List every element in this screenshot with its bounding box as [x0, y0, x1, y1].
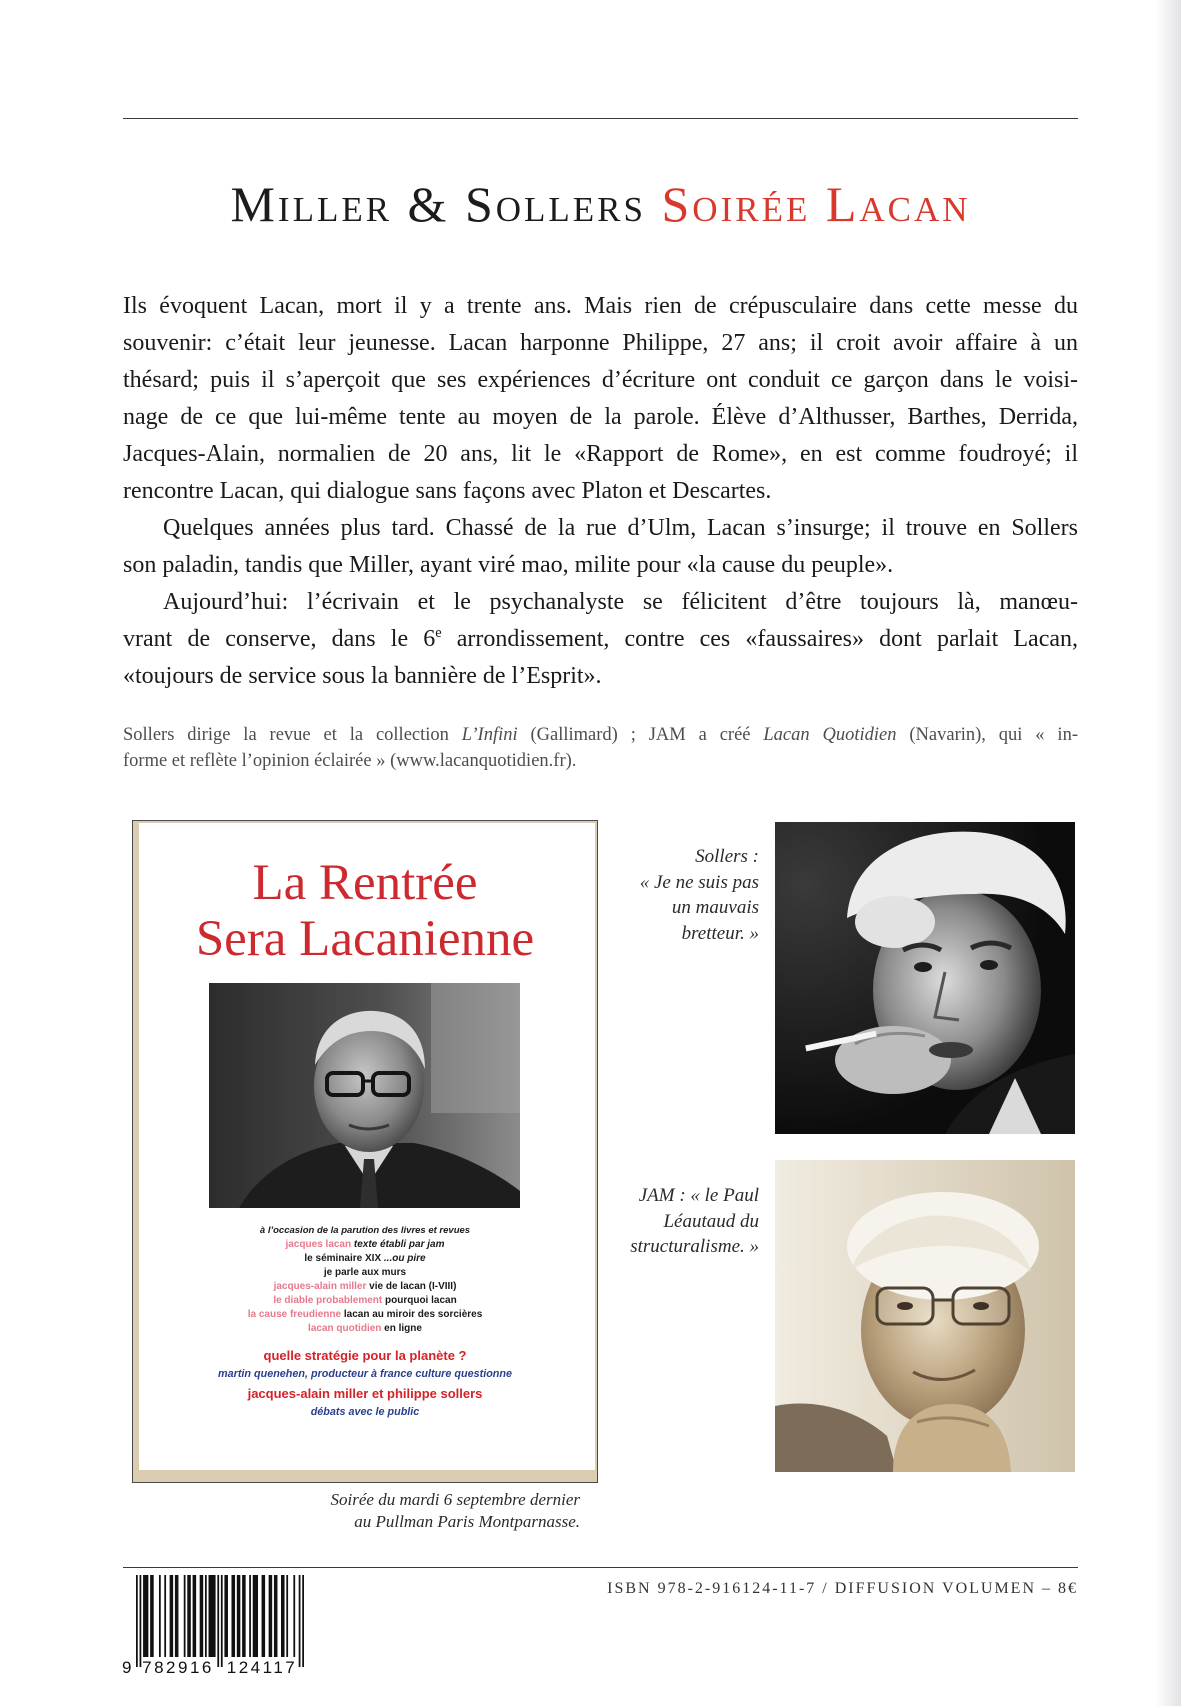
text-line — [123, 621, 1078, 658]
caption-line: Léautaud du — [663, 1210, 759, 1232]
note-fragment: (Gallimard) ; JAM a créé — [517, 725, 764, 745]
barcode-left-digits: 782916 — [142, 1658, 214, 1677]
barcode-bar — [150, 1575, 154, 1657]
poster-title-line: Sera Lacanienne — [195, 911, 535, 967]
event-moderator: martin quenehen, producteur à france culture questionne — [218, 1368, 512, 1380]
text-line: son paladin, tandis que Miller, ayant viré mao, milite pour «la cause du peuple». — [123, 552, 894, 578]
barcode-bar — [302, 1575, 304, 1667]
barcode-bar — [286, 1575, 288, 1657]
barcode-bar — [200, 1575, 204, 1657]
program-work: le séminaire XIX — [304, 1253, 384, 1264]
note-fragment: (Navarin), qui « in- — [896, 725, 1078, 745]
caption-line: Sollers : — [695, 846, 759, 867]
barcode-bar — [237, 1575, 241, 1657]
barcode-bar — [249, 1575, 251, 1657]
bottom-rule — [123, 1567, 1078, 1568]
event-question: quelle stratégie pour la planète ? — [263, 1348, 467, 1363]
program-line — [133, 1322, 597, 1336]
program-author: la cause freudienne — [247, 1309, 342, 1320]
note-line — [123, 722, 1078, 748]
program-line — [133, 1294, 597, 1308]
barcode-bar — [274, 1575, 278, 1657]
barcode-bar — [143, 1575, 148, 1657]
caption-line: structuralisme. » — [630, 1236, 759, 1257]
program-author: jacques lacan — [285, 1239, 352, 1250]
text-line: nage de ce que lui-même tente au moyen de la parole. Élève d’Althusser, Barthes, Derrida, — [123, 404, 1078, 430]
jam-photo — [775, 1160, 1075, 1472]
barcode-bar — [242, 1575, 246, 1657]
barcode-bar — [221, 1575, 223, 1667]
isbn-price: ISBN 978-2-916124-11-7 / DIFFUSION VOLUMEN – 8€ — [607, 1580, 1078, 1597]
barcode-bar — [224, 1575, 228, 1657]
event-format: débats avec le public — [310, 1406, 420, 1418]
text-line: Aujourd’hui: l’écrivain et le psychanalyste se félicitent d’être toujours là, manœu- — [163, 589, 1078, 615]
poster-title-line: La Rentrée — [252, 855, 478, 911]
barcode-right-digits: 124117 — [226, 1658, 298, 1677]
event-speakers: jacques-alain miller et philippe sollers — [247, 1386, 483, 1401]
barcode-bar — [159, 1575, 161, 1657]
caption-line: JAM : « le Paul — [638, 1185, 759, 1206]
sollers-caption — [540, 844, 759, 946]
article-text — [123, 288, 1078, 695]
title-event: Soirée Lacan — [661, 176, 971, 232]
text-line: «toujours de service sous la bannière de l’Esprit». — [123, 663, 602, 689]
paragraph-1 — [123, 288, 1078, 510]
barcode-bar — [164, 1575, 166, 1657]
program-author: le diable probablement — [273, 1295, 383, 1306]
text-line: souvenir: c’était leur jeunesse. Lacan harponne Philippe, 27 ans; il croit avoir affaire à un — [123, 330, 1078, 356]
text-fragment: arrondissement, contre ces «faussaires» dont parlait Lacan, — [441, 626, 1078, 652]
program-work: vie de lacan (I-VIII) — [366, 1281, 457, 1292]
text-fragment: vrant de conserve, dans le 6 — [123, 626, 436, 652]
top-rule — [123, 118, 1078, 119]
editorial-note — [123, 722, 1078, 774]
program-line — [133, 1266, 597, 1280]
sollers-photo — [775, 822, 1075, 1134]
caption-line: au Pullman Paris Montparnasse. — [354, 1512, 580, 1531]
barcode-lead-digit: 9 — [122, 1658, 132, 1677]
caption-line: « Je ne suis pas — [639, 871, 759, 893]
superscript: e — [435, 625, 442, 641]
barcode-bar — [253, 1575, 258, 1657]
journal-title: Lacan Quotidien — [763, 725, 897, 745]
barcode-bar — [136, 1575, 138, 1667]
text-line: Ils évoquent Lacan, mort il y a trente ans. Mais rien de crépusculaire dans cette messe du — [123, 293, 1078, 319]
barcode-bar — [293, 1575, 295, 1657]
event-poster — [132, 820, 598, 1483]
barcode-bar — [217, 1575, 219, 1667]
barcode — [136, 1575, 304, 1667]
barcode-bar — [184, 1575, 186, 1657]
barcode-bar — [281, 1575, 285, 1657]
page-title — [123, 176, 1078, 232]
poster-caption — [280, 1489, 580, 1533]
poster-intro: à l’occasion de la parution des livres et revues — [259, 1225, 471, 1236]
program-work: lacan au miroir des sorcières — [341, 1309, 483, 1320]
caption-line: bretteur. » — [681, 922, 759, 944]
text-line: Jacques-Alain, normalien de 20 ans, lit le «Rapport de Rome», en est comme foudroyé; il — [123, 441, 1078, 467]
poster-program — [133, 1224, 597, 1422]
program-line — [133, 1308, 597, 1322]
program-line — [133, 1280, 597, 1294]
title-authors: Miller & Sollers — [230, 176, 646, 232]
barcode-bar — [299, 1575, 301, 1667]
paragraph-2 — [123, 510, 1078, 584]
program-line — [133, 1252, 597, 1266]
note-line: forme et reflète l’opinion éclairée » (www.lacanquotidien.fr). — [123, 751, 577, 771]
barcode-bar — [187, 1575, 191, 1657]
program-author: lacan quotidien — [308, 1323, 382, 1334]
program-work: en ligne — [381, 1323, 422, 1334]
barcode-bar — [140, 1575, 142, 1667]
text-line: rencontre Lacan, qui dialogue sans façons avec Platon et Descartes. — [123, 478, 772, 504]
jam-caption — [540, 1183, 759, 1260]
program-work: je parle aux murs — [323, 1267, 407, 1278]
barcode-bar — [170, 1575, 174, 1657]
lacan-photo — [209, 983, 520, 1208]
caption-line: un mauvais — [671, 897, 759, 918]
page-edge-shadow — [1155, 0, 1181, 1706]
barcode-bar — [262, 1575, 266, 1657]
poster-title — [133, 855, 597, 967]
program-work: pourquoi lacan — [382, 1295, 457, 1306]
program-author: jacques-alain miller — [273, 1281, 367, 1292]
caption-line: Soirée du mardi 6 septembre dernier — [330, 1490, 580, 1509]
barcode-bar — [175, 1575, 179, 1657]
program-work: ...ou pire — [383, 1253, 426, 1264]
text-line: thésard; puis il s’aperçoit que ses expériences d’écriture ont conduit ce garçon dans le voisi- — [123, 367, 1078, 393]
journal-title: L’Infini — [461, 725, 518, 745]
paragraph-3 — [123, 584, 1078, 695]
program-line — [133, 1238, 597, 1252]
barcode-bar — [209, 1575, 216, 1657]
text-line: Quelques années plus tard. Chassé de la rue d’Ulm, Lacan s’insurge; il trouve en Sollers — [163, 515, 1078, 541]
barcode-bar — [269, 1575, 273, 1657]
note-fragment: Sollers dirige la revue et la collection — [123, 725, 462, 745]
program-work: texte établi par jam — [351, 1239, 445, 1250]
barcode-bar — [205, 1575, 207, 1657]
barcode-bar — [231, 1575, 235, 1657]
barcode-bar — [193, 1575, 197, 1657]
